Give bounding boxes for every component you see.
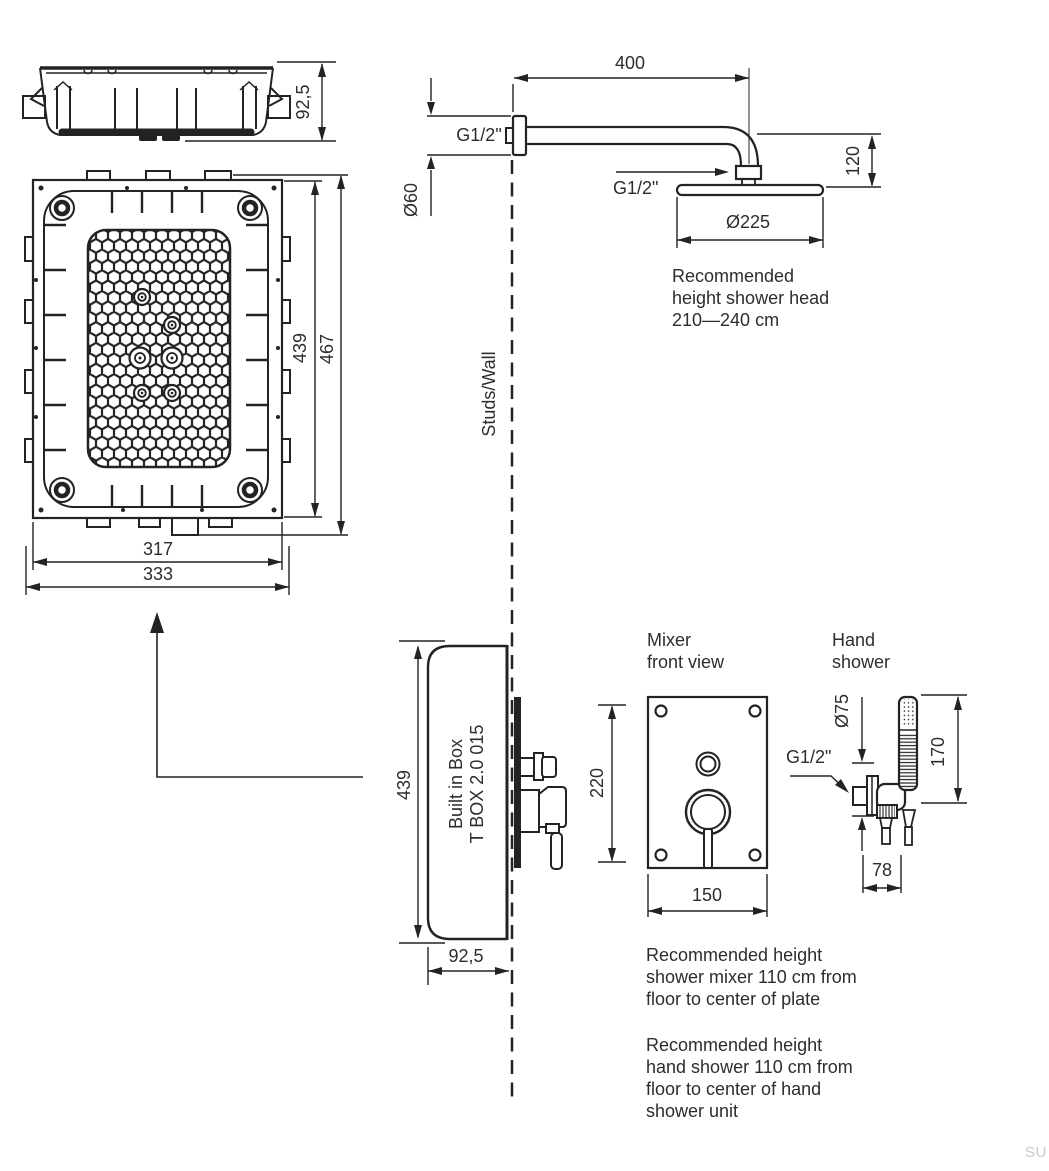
dim-hand-offset: 78 <box>871 860 893 880</box>
hand-shower-view <box>852 695 967 893</box>
dim-arm-length: 400 <box>614 53 646 73</box>
note-shower-head-line2: height shower head <box>672 288 830 308</box>
title-mixer-line1: Mixer <box>647 630 691 650</box>
note-mixer-line2: shower mixer 110 cm from <box>646 967 857 987</box>
mixer-front-view <box>598 697 849 917</box>
dim-mixer-height: 220 <box>587 767 607 799</box>
dim-front-width-box: 317 <box>142 539 174 559</box>
dim-head-drop: 120 <box>843 145 863 177</box>
dim-escutcheon-dia: Ø60 <box>401 182 421 218</box>
label-wall-thread: G1/2" <box>456 125 502 145</box>
label-outlet-thread: G1/2" <box>786 747 832 767</box>
label-built-in-box <box>446 725 488 844</box>
note-mixer-height <box>646 944 857 1010</box>
shower-head-side-view <box>427 68 881 248</box>
dim-front-height-overall: 467 <box>317 333 337 365</box>
box-top-view <box>23 62 336 141</box>
title-mixer-line2: front view <box>647 652 725 672</box>
box-front-view <box>25 171 348 595</box>
dim-hand-escutcheon-dia: Ø75 <box>832 693 852 729</box>
dim-side-height: 439 <box>394 769 414 801</box>
note-hand-shower-height <box>646 1034 853 1122</box>
note-hand-line3: floor to center of hand <box>646 1079 822 1099</box>
note-mixer-line3: floor to center of plate <box>646 989 821 1009</box>
dim-mixer-width: 150 <box>691 885 723 905</box>
note-hand-line1: Recommended height <box>646 1035 823 1055</box>
note-shower-head-line1: Recommended <box>672 266 795 286</box>
dim-top-view-height: 92,5 <box>293 84 313 120</box>
honeycomb-mesh <box>82 224 236 474</box>
watermark-text: SU <box>1025 1144 1047 1161</box>
dim-front-height-box: 439 <box>290 332 310 364</box>
note-hand-line4: shower unit <box>646 1101 739 1121</box>
title-hand-shower <box>832 629 890 673</box>
label-built-in-box-line2: T BOX 2.0 015 <box>467 724 487 844</box>
label-studs-wall: Studs/Wall <box>479 351 499 437</box>
label-built-in-box-line1: Built in Box <box>446 738 466 830</box>
title-mixer-front-view <box>647 629 724 673</box>
note-shower-head-height <box>672 265 829 331</box>
box-side-view <box>150 612 566 985</box>
note-hand-line2: hand shower 110 cm from <box>646 1057 853 1077</box>
title-hand-line2: shower <box>832 652 891 672</box>
label-head-thread: G1/2" <box>613 178 659 198</box>
note-shower-head-line3: 210—240 cm <box>672 310 780 330</box>
dim-head-dia: Ø225 <box>725 212 771 232</box>
note-mixer-line1: Recommended height <box>646 945 823 965</box>
dim-front-width-overall: 333 <box>142 564 174 584</box>
dim-side-depth: 92,5 <box>448 946 484 966</box>
dim-hand-handle-length: 170 <box>928 736 948 768</box>
title-hand-line1: Hand <box>832 630 876 650</box>
